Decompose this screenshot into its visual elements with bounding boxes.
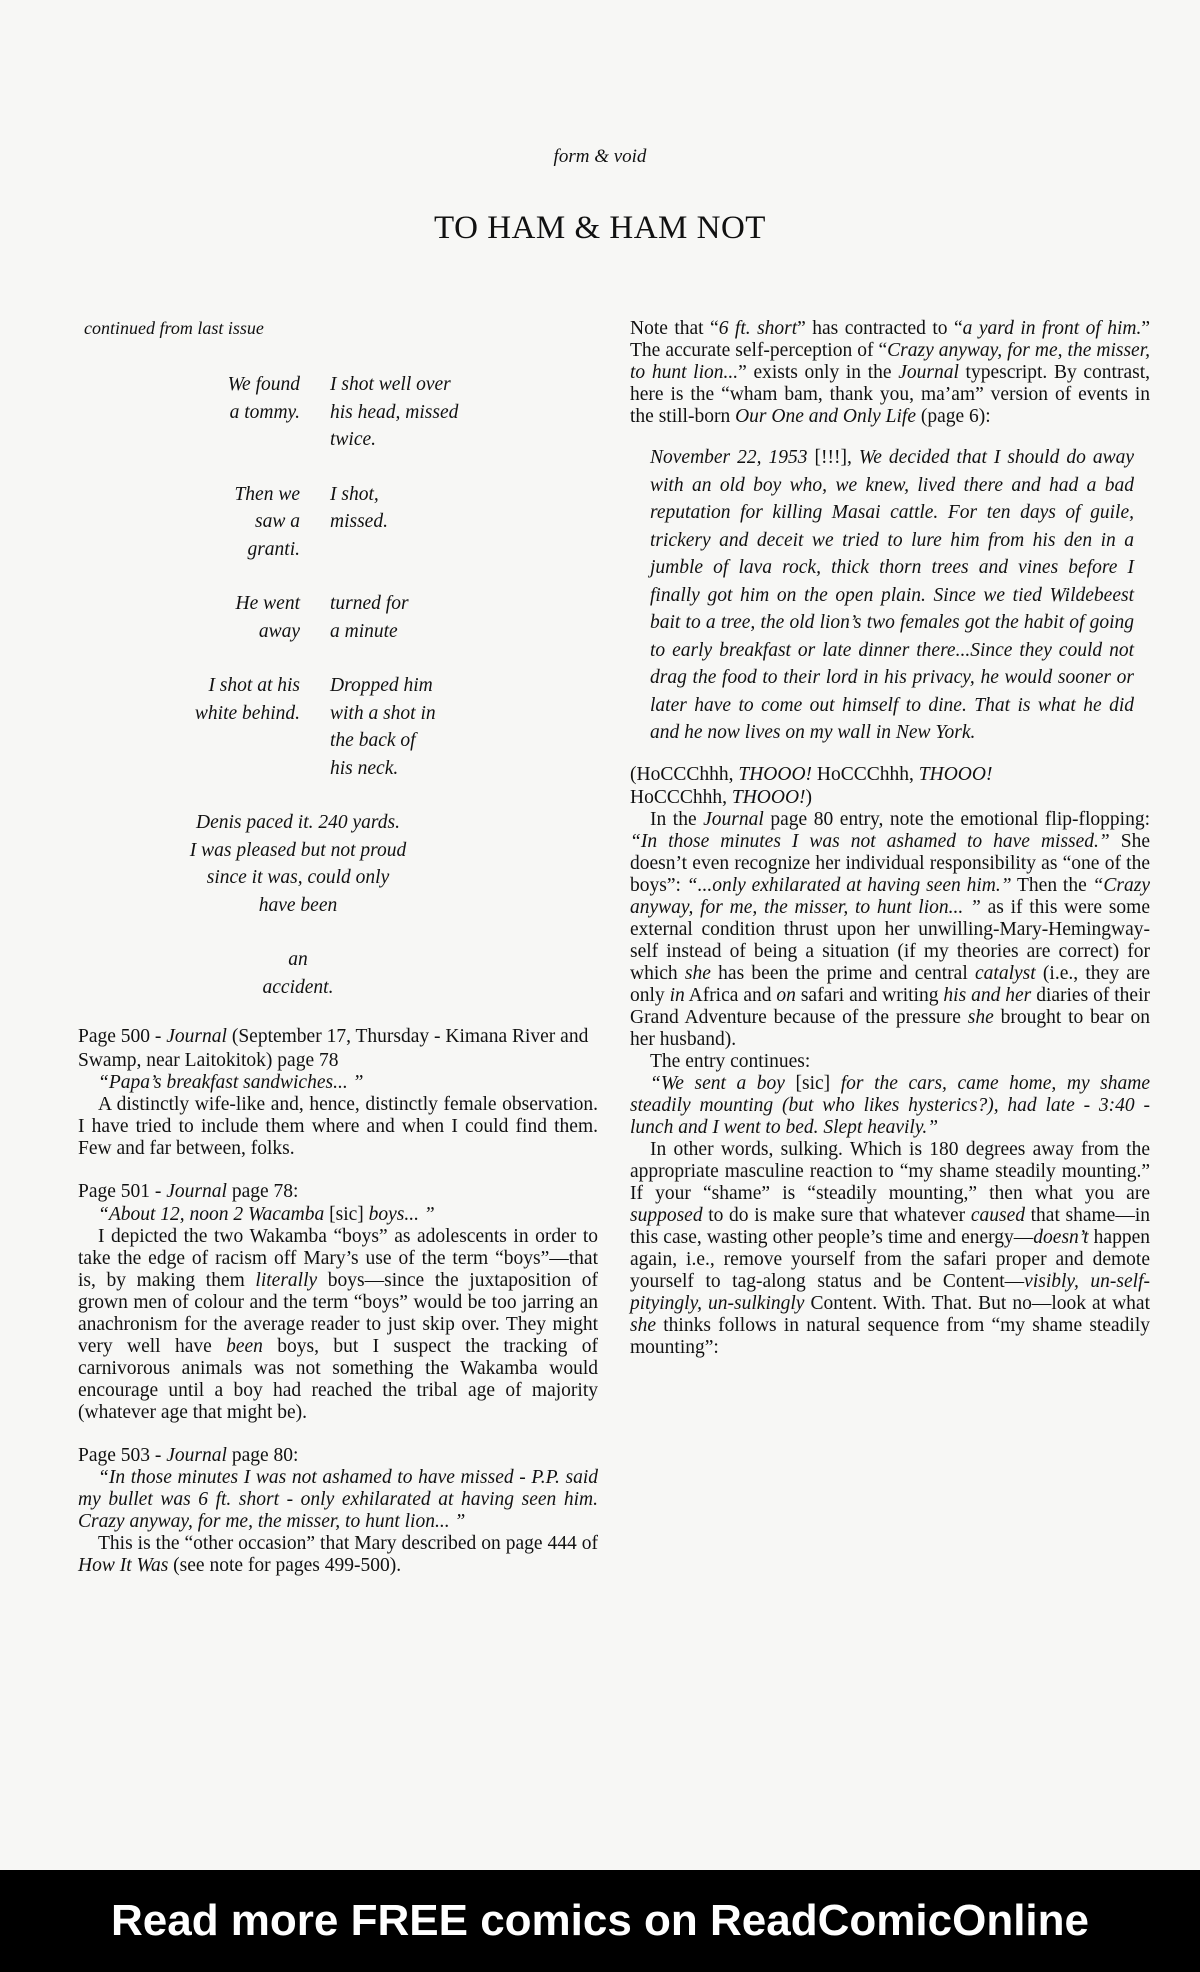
poem-line: accident. <box>262 976 334 998</box>
poem-left <box>78 590 330 645</box>
poem-line: Denis paced it. 240 yards. <box>196 812 400 833</box>
poem-left <box>78 371 330 454</box>
poem-line: Then we <box>234 483 300 505</box>
poem-right <box>330 590 520 645</box>
continued-note: continued from last issue <box>84 318 264 338</box>
note-quote: “Papa’s breakfast sandwiches... ” <box>98 1072 364 1093</box>
poem-line: away <box>258 620 300 642</box>
left-column <box>78 318 598 1577</box>
poem-line: I shot at his <box>208 675 300 696</box>
note-body: I depicted the two Wakamba “boys” as adolescents in order to take the edge of racism off Mary’s use of the term “boys”—that is, by making them literally boys—since the juxtaposition of grown men of colour and the term “boys” would be too jarring an anachronism for the average reader to just skip over. They might very well have been boys, but I suspect the tracking of carnivorous animals was not something the Wakamba would encourage until a boy had reached the tribal age of majority (whatever age that might be). <box>78 1225 598 1423</box>
poem-right <box>330 481 520 564</box>
poem-stanza <box>78 672 598 782</box>
footer-link[interactable]: Read more FREE comics on ReadComicOnline <box>110 1896 1089 1945</box>
footer-banner <box>0 1870 1200 1972</box>
poem-line: his neck. <box>330 757 399 779</box>
body-paragraph: The entry continues: <box>650 1050 811 1072</box>
note-quote: “About 12, noon 2 Wacamba [sic] boys... ” <box>98 1203 435 1225</box>
poem-line: Dropped him <box>330 675 433 696</box>
poem-centre-stanza <box>78 809 518 919</box>
note-quote: “In those minutes I was not ashamed to have missed - P.P. said my bullet was 6 ft. short - only exhilarated at having seen him. Crazy anyway, for me, the misser, to hunt lion... ” <box>78 1467 598 1532</box>
poem-line: since it was, could only <box>206 867 390 888</box>
running-head: form & void <box>553 146 647 167</box>
poem <box>78 371 598 1001</box>
poem-line: saw a <box>255 511 300 532</box>
poem-left <box>78 672 330 782</box>
poem-line: We found <box>227 374 300 395</box>
poem-line: have been <box>258 894 338 916</box>
poem-left <box>78 481 330 564</box>
poem-right <box>330 672 520 782</box>
poem-line: white behind. <box>194 702 300 724</box>
poem-line: the back of <box>330 730 416 751</box>
poem-line: missed. <box>330 511 388 532</box>
body-paragraph: In the Journal page 80 entry, note the emotional flip-flopping: “In those minutes I was not ashamed to have missed.” She doesn’t even recognize her individual responsibility as “one of the boys”: “...only exhilarated at having seen him.” Then the “Crazy anyway, for me, the misser, to hunt lion... ” as if this were some external condition thrust upon her unwilling-Mary-Hemingway-self instead of being a situation (if my theories are correct) for which she has been the prime and central catalyst (i.e., they are only in Africa and on safari and writing his and her diaries of their Grand Adventure because of the pressure she brought to bear on her husband). <box>630 808 1151 1050</box>
poem-line: his head, missed <box>330 401 459 423</box>
poem-line: granti. <box>247 538 300 560</box>
poem-line: an <box>288 949 308 970</box>
note-heading: Page 501 - Journal page 78: <box>78 1181 299 1202</box>
note-heading: Page 503 - Journal page 80: <box>78 1444 299 1466</box>
right-column <box>630 318 1150 1359</box>
poem-stanza <box>78 590 598 645</box>
poem-line: He went <box>235 593 300 614</box>
poem-final-stanza <box>78 946 518 1001</box>
poem-line: I shot well over <box>330 374 451 395</box>
body-quote: “We sent a boy [sic] for the cars, came home, my shame steadily mounting (but who likes hysterics?), had late - 3:40 - lunch and I went to bed. Slept heavily.” <box>630 1072 1150 1138</box>
body-paragraph: Note that “6 ft. short” has contracted to “a yard in front of him.” The accurate self-perception of “Crazy anyway, for me, the misser, to hunt lion...” exists only in the Journal typescript. By contrast, here is the “wham bam, thank you, ma’am” version of events in the still-born Our One and Only Life (page 6): <box>630 318 1151 427</box>
poem-line: a tommy. <box>229 401 300 423</box>
poem-line: I was pleased but not proud <box>189 839 407 861</box>
breathing-sound: (HoCCChhh, THOOO! HoCCChhh, THOOO! HoCCChhh, THOOO!) <box>630 763 993 808</box>
note-page-500 <box>78 1025 598 1160</box>
note-heading: Page 500 - Journal (September 17, Thursday - Kimana River and Swamp, near Laitokitok) page 78 <box>78 1026 589 1071</box>
note-body: This is the “other occasion” that Mary described on page 444 of How It Was (see note for pages 499-500). <box>78 1533 598 1576</box>
poem-line: with a shot in <box>330 702 436 724</box>
block-quote: November 22, 1953 [!!!], We decided that I should do away with an old boy who, we knew, lived there and had a bad reputation for killing Masai cattle. For ten days of guile, trickery and deceit we tried to lure him from his den in a jumble of lava rock, thick thorn trees and vines before I finally got him on the open plain. Since we tied Wildebeest bait to a tree, the old lion’s two females got the habit of going to early breakfast or late dinner there...Since they could not drag the food to their lord in his privacy, he would sooner or later have to come out himself to dine. That is what he did and he now lives on my wall in New York. <box>650 447 1134 743</box>
poem-line: turned for <box>330 593 409 614</box>
poem-stanza <box>78 371 598 454</box>
body-paragraph: In other words, sulking. Which is 180 degrees away from the appropriate masculine reaction to “my shame steadily mounting.” If your “shame” is “steadily mounting,” then what you are supposed to do is make sure that whatever caused that shame—in this case, wasting other people’s time and energy—doesn’t happen again, i.e., remove yourself from the safari proper and demote yourself to tag-along status and be Content—visibly, un-self-pityingly, un-sulkingly Content. With. That. But no—look at what she thinks follows in natural sequence from “my shame steadily mounting”: <box>630 1138 1150 1358</box>
poem-stanza <box>78 481 598 564</box>
poem-line: I shot, <box>330 483 379 505</box>
poem-right <box>330 371 520 454</box>
note-body: A distinctly wife-like and, hence, distinctly female observation. I have tried to include them where and when I could find them. Few and far between, folks. <box>78 1094 598 1159</box>
note-page-501 <box>78 1180 598 1424</box>
poem-line: a minute <box>330 620 398 642</box>
poem-line: twice. <box>330 429 377 450</box>
note-page-503 <box>78 1444 598 1578</box>
article-title: TO HAM & HAM NOT <box>434 210 766 246</box>
